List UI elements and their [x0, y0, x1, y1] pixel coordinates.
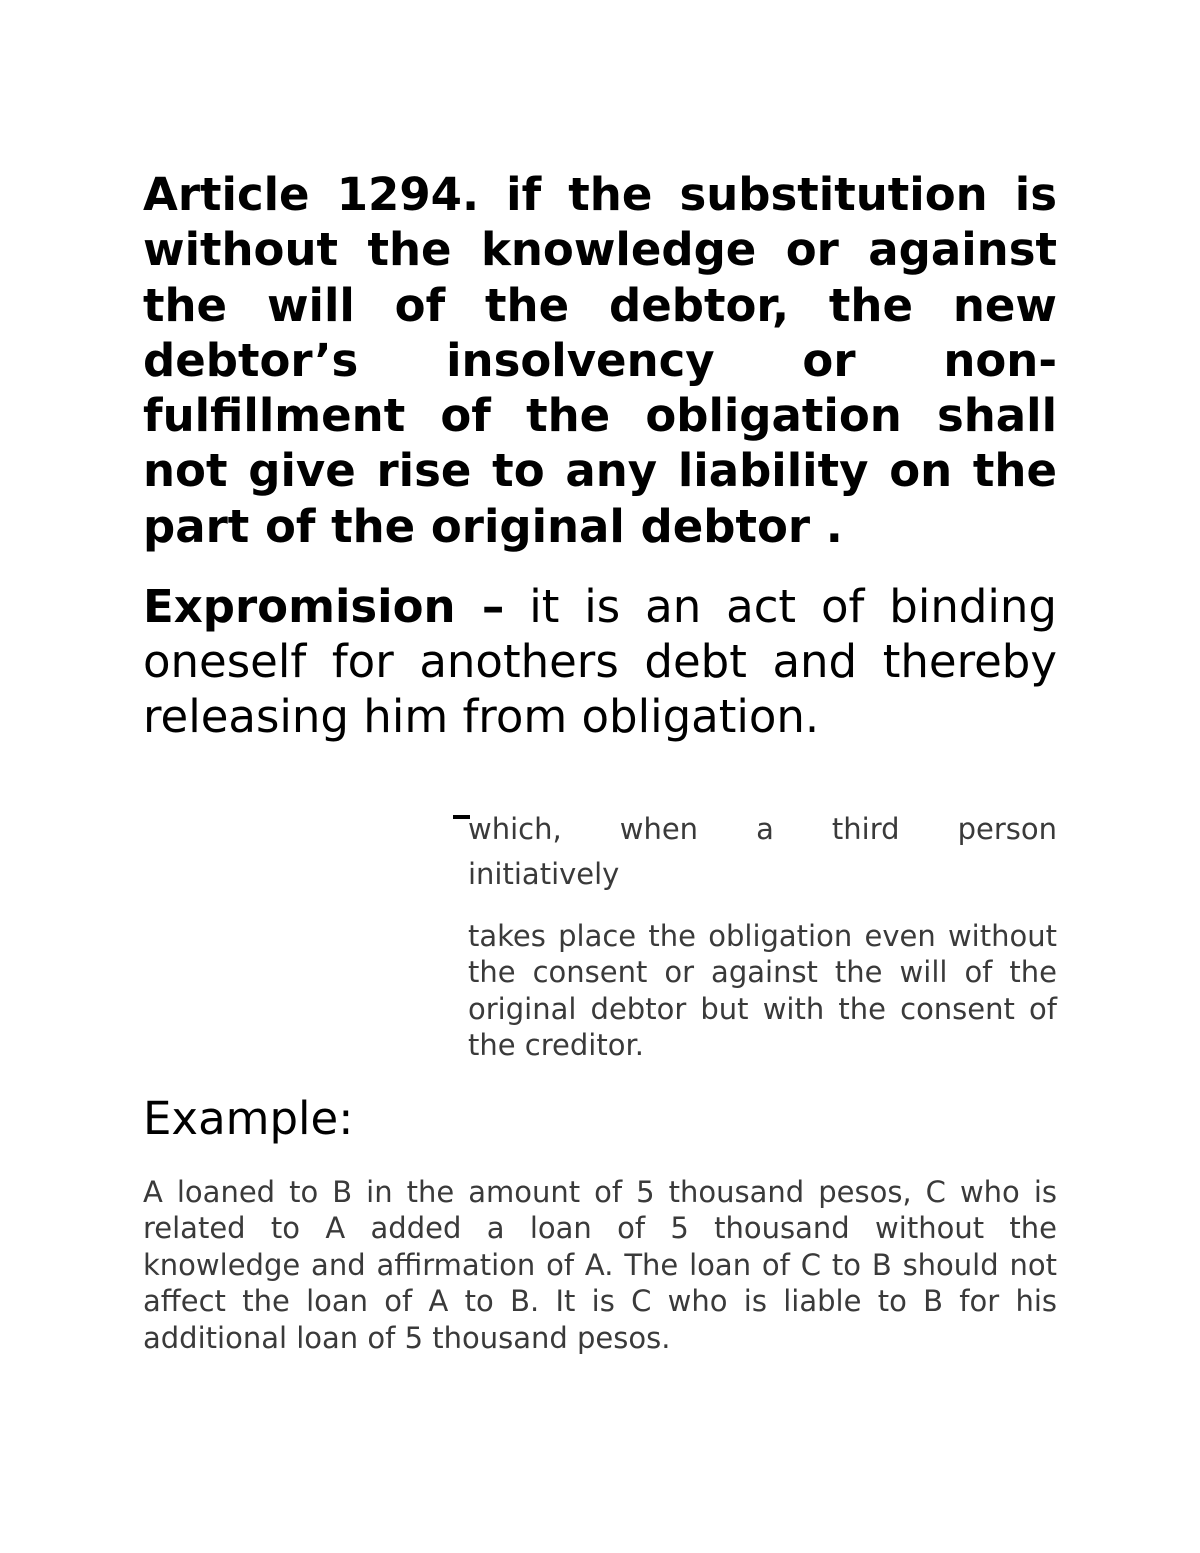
- example-paragraph: A loaned to B in the amount of 5 thousand pesos, C who is related to A added a loan of 5 thousand without the knowledge and affirmation of A. The loan of C to B should not affect the loan of A to B. It is C who is liable to B for his additional loan of 5 thousand pesos.: [143, 1175, 1057, 1355]
- expromision-definition-text: it is an act of binding oneself for anothers debt and thereby releasing him from obligation.: [143, 580, 1057, 743]
- expromision-term: Expromision –: [143, 580, 505, 633]
- note-paragraph: takes place the obligation even without the consent or against the will of the original debtor but with the consent of the creditor.: [468, 919, 1057, 1063]
- example-heading: Example:: [143, 1092, 354, 1145]
- expromision-definition: [143, 579, 1057, 744]
- article-1294-paragraph: Article 1294. if the substitution is without the knowledge or against the will of the debtor, the new debtor’s insolvency or non-fulfillment of the obligation shall not give rise to any liability on the part of the original debtor .: [143, 168, 1057, 553]
- note-line-1: which, when a third person: [468, 812, 1057, 846]
- note-line-2: initiatively: [468, 857, 620, 891]
